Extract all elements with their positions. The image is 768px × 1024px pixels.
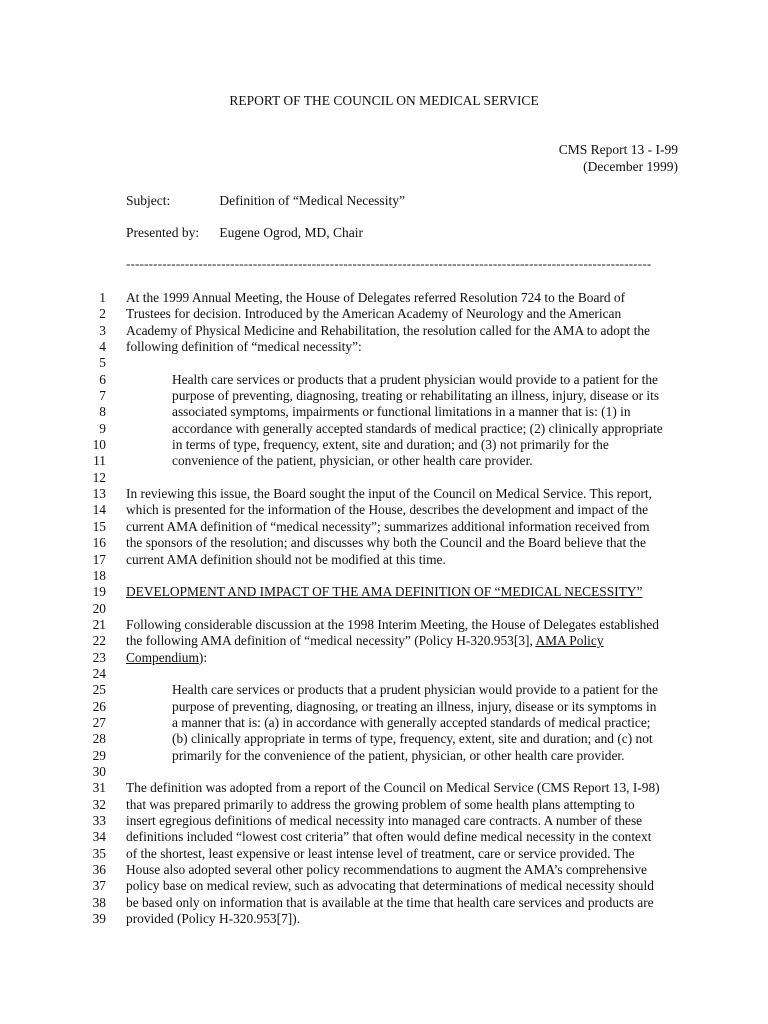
line-text-content: insert egregious definitions of medical necessity into managed care contracts. A number of these: [126, 813, 643, 828]
line-number: 4: [99, 339, 106, 355]
report-id-block: [559, 141, 678, 175]
document-line: [0, 470, 768, 486]
section-heading: [126, 584, 642, 600]
line-text: [126, 911, 300, 927]
document-line: [0, 764, 768, 780]
line-number: 9: [99, 420, 106, 436]
line-text: [126, 650, 207, 666]
line-text-content: Academy of Physical Medicine and Rehabilitation, the resolution called for the AMA to adopt the: [126, 322, 650, 338]
document-line: [0, 601, 768, 617]
presenter-label: Presented by:: [126, 225, 200, 240]
line-text-content: In reviewing this issue, the Board sought the input of the Council on Medical Service. This report,: [126, 486, 652, 502]
subject-row: [126, 193, 405, 209]
line-number: 23: [92, 649, 106, 665]
line-number: 2: [99, 306, 106, 322]
line-text: [126, 878, 654, 894]
line-text: [126, 519, 650, 535]
line-number: 14: [92, 502, 106, 518]
line-text: [172, 404, 631, 420]
line-text: [126, 617, 659, 633]
line-number: 22: [92, 633, 106, 649]
policy-compendium-link: Compendium: [126, 649, 199, 665]
line-number: 25: [92, 682, 106, 698]
document-line: [0, 404, 768, 420]
line-number: 24: [92, 665, 106, 681]
line-text-content: current AMA definition of “medical necessity”; summarizes additional information received from: [126, 518, 650, 534]
line-number: 27: [92, 714, 106, 730]
line-text-content: provided (Policy H-320.953[7]).: [126, 911, 301, 927]
line-number: 8: [99, 404, 106, 420]
line-text-content: following definition of “medical necessity”:: [126, 339, 362, 355]
presenter-value: Eugene Ogrod, MD, Chair: [219, 225, 363, 240]
line-text-content: primarily for the convenience of the patient, physician, or other health care provider.: [172, 747, 625, 763]
line-text: [126, 813, 642, 829]
document-line: [0, 699, 768, 715]
line-number: 15: [92, 518, 106, 534]
line-text: [172, 453, 533, 469]
document-line: [0, 552, 768, 568]
line-number: 3: [99, 322, 106, 338]
line-number: 33: [92, 813, 106, 828]
presenter-row: [126, 225, 363, 241]
line-number: 35: [92, 845, 106, 861]
line-number: 38: [92, 894, 106, 910]
line-text-content: Health care services or products that a prudent physician would provide to a patient for the: [172, 371, 658, 387]
document-line: [0, 453, 768, 469]
document-line: [0, 372, 768, 388]
line-number: 19: [92, 584, 106, 600]
line-number: 28: [92, 731, 106, 747]
document-line: [0, 813, 768, 829]
document-line: [0, 797, 768, 813]
subject-label: Subject:: [126, 193, 171, 208]
document-line: [0, 682, 768, 698]
line-number: 1: [99, 290, 106, 305]
line-number: 11: [93, 453, 106, 469]
line-text-content: purpose of preventing, diagnosing, or treating an illness, injury, disease or its symptoms in: [172, 698, 657, 714]
line-number: 16: [92, 535, 106, 551]
line-text-content: in terms of type, frequency, extent, site and duration; and (3) not primarily for the: [172, 437, 609, 453]
line-text: [172, 421, 663, 437]
line-text: [126, 780, 660, 796]
report-number: CMS Report 13 - I-99: [558, 142, 678, 157]
line-text-content: associated symptoms, impairments or functional limitations in a manner that is: (1) in: [172, 404, 631, 420]
line-text: [126, 862, 647, 878]
line-text: [172, 715, 650, 731]
line-text: [172, 699, 656, 715]
document-line: [0, 306, 768, 322]
line-number: 20: [92, 600, 106, 616]
line-text: [126, 486, 652, 502]
policy-compendium-link: AMA Policy: [535, 633, 604, 649]
line-text: [172, 388, 659, 404]
line-text-content: Health care services or products that a prudent physician would provide to a patient for the: [172, 682, 658, 698]
line-number: 12: [92, 469, 106, 485]
line-text-content: The definition was adopted from a report of the Council on Medical Service (CMS Report 13, I-98): [126, 780, 660, 796]
document-line: [0, 846, 768, 862]
document-line: [0, 780, 768, 796]
line-text: [126, 339, 362, 355]
line-text-content: the sponsors of the resolution; and discusses why both the Council and the Board believe that the: [126, 535, 646, 551]
line-text: [172, 437, 609, 453]
line-text-content: definitions included “lowest cost criteria” that often would define medical necessity in the context: [126, 829, 652, 845]
line-number: 10: [92, 437, 106, 453]
line-text: [126, 797, 635, 813]
document-line: [0, 895, 768, 911]
document-line: [0, 519, 768, 535]
line-text-content: which is presented for the information of the House, describes the development and impact of the: [126, 502, 649, 518]
document-line: [0, 862, 768, 878]
document-line: [0, 535, 768, 551]
line-text-content: of the shortest, least expensive or least intense level of treatment, care or service provided. The: [126, 845, 635, 861]
line-text: [172, 748, 625, 764]
document-line: [0, 878, 768, 894]
line-text: [126, 846, 634, 862]
document-line: [0, 650, 768, 666]
line-text-content: ):: [198, 649, 208, 665]
line-number: 29: [92, 747, 106, 763]
line-number: 13: [92, 486, 106, 502]
line-text: [126, 895, 654, 911]
report-title: REPORT OF THE COUNCIL ON MEDICAL SERVICE: [229, 93, 539, 108]
line-text: [172, 372, 658, 388]
document-line: [0, 829, 768, 845]
dashed-divider: --------------------------------------------------------------------------------------------------------------------: [126, 256, 652, 271]
line-text: [172, 731, 653, 747]
report-date: (December 1999): [583, 159, 678, 174]
line-text-content: At the 1999 Annual Meeting, the House of Delegates referred Resolution 724 to the Board of: [126, 290, 626, 305]
line-number: 5: [99, 355, 106, 371]
document-line: [0, 748, 768, 764]
line-text-content: that was prepared primarily to address the growing problem of some health plans attempting to: [126, 796, 635, 812]
document-line: [0, 323, 768, 339]
line-text-content: a manner that is: (a) in accordance with generally accepted standards of medical practice;: [172, 714, 651, 730]
line-number: 30: [92, 763, 106, 779]
document-line: [0, 339, 768, 355]
line-text-content: current AMA definition should not be modified at this time.: [126, 551, 446, 567]
line-text-content: convenience of the patient, physician, or other health care provider.: [172, 453, 533, 469]
document-line: [0, 584, 768, 600]
document-line: [0, 666, 768, 682]
document-line: [0, 290, 768, 306]
document-line: [0, 437, 768, 453]
line-number: 32: [92, 796, 106, 812]
line-text-content: Following considerable discussion at the 1998 Interim Meeting, the House of Delegates established: [126, 616, 659, 632]
line-number: 26: [92, 698, 106, 714]
line-text-content: Trustees for decision. Introduced by the American Academy of Neurology and the American: [126, 306, 622, 322]
line-number: 6: [99, 371, 106, 387]
line-text: [126, 552, 446, 568]
line-text-content: purpose of preventing, diagnosing, treating or rehabilitating an illness, injury, disease or its: [172, 388, 660, 404]
line-number: 21: [92, 616, 106, 632]
line-text: [126, 323, 650, 339]
line-number: 17: [92, 551, 106, 567]
line-number: 31: [92, 780, 106, 796]
line-number: 37: [92, 878, 106, 894]
line-number: 36: [92, 862, 106, 878]
line-text: [126, 306, 621, 322]
line-text-content: (b) clinically appropriate in terms of type, frequency, extent, site and duration; and (c) not: [172, 731, 653, 747]
document-line: [0, 731, 768, 747]
line-text: [126, 633, 604, 649]
document-line: [0, 388, 768, 404]
document-line: [0, 486, 768, 502]
line-text: [126, 290, 625, 306]
document-line: [0, 911, 768, 927]
document-line: [0, 715, 768, 731]
line-number: 7: [99, 388, 106, 404]
line-text-content: policy base on medical review, such as advocating that determinations of medical necessity should: [126, 878, 654, 894]
line-number: 18: [92, 567, 106, 583]
document-line: [0, 502, 768, 518]
line-text: [172, 682, 658, 698]
line-number: 34: [92, 829, 106, 845]
subject-value: Definition of “Medical Necessity”: [219, 193, 405, 208]
line-number: 39: [92, 911, 106, 927]
document-line: [0, 568, 768, 584]
document-line: [0, 421, 768, 437]
line-text-content: DEVELOPMENT AND IMPACT OF THE AMA DEFINITION OF “MEDICAL NECESSITY”: [126, 584, 643, 600]
line-text-content: be based only on information that is available at the time that health care services and products are: [126, 894, 654, 910]
document-line: [0, 617, 768, 633]
line-text: [126, 829, 651, 845]
line-text: [126, 502, 648, 518]
numbered-body-text: [0, 290, 768, 927]
line-text-content: House also adopted several other policy recommendations to augment the AMA’s comprehensive: [126, 862, 647, 878]
line-text-content: the following AMA definition of “medical necessity” (Policy H-320.953[3],: [126, 633, 536, 649]
line-text: [126, 535, 646, 551]
line-text-content: accordance with generally accepted standards of medical practice; (2) clinically appropriate: [172, 420, 663, 436]
document-line: [0, 633, 768, 649]
document-line: [0, 355, 768, 371]
